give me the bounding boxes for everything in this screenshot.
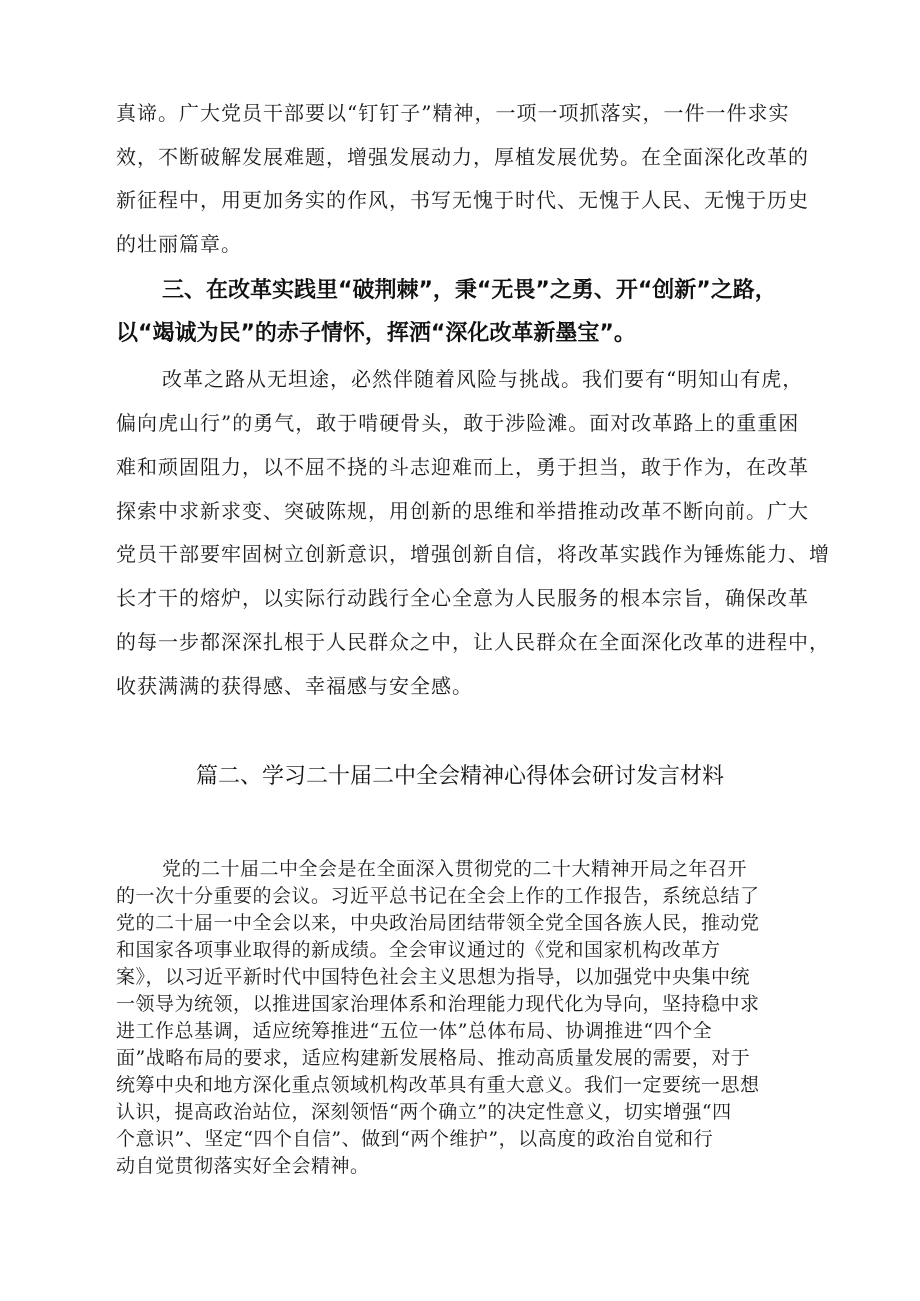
text-line: 面”战略布局的要求，适应构建新发展格局、推动高质量发展的需要，对于: [116, 1047, 751, 1069]
article-title: 篇二、学习二十届二中全会精神心得体会研讨发言材料: [195, 764, 724, 789]
text-line: 效，不断破解发展难题，增强发展动力，厚植发展优势。在全面深化改革的: [116, 145, 809, 169]
text-line: 案》，以习近平新时代中国特色社会主义思想为指导，以加强党中央集中统: [116, 966, 751, 988]
text-line: 和国家各项事业取得的新成绩。全会审议通过的《党和国家机构改革方: [116, 939, 721, 961]
text-line: 探索中求新求变、突破陈规，用创新的思维和举措推动改革不断向前。广大: [116, 499, 809, 523]
text-line: 党的二十届二中全会是在全面深入贯彻党的二十大精神开局之年召开: [162, 858, 748, 880]
text-line: 党的二十届一中全会以来，中央政治局团结带领全党全国各族人民，推动党: [116, 912, 760, 934]
text-line: 的壮丽篇章。: [116, 232, 242, 256]
text-line: 党员干部要牢固树立创新意识，增强创新自信，将改革实践作为锤炼能力、增: [116, 542, 830, 566]
text-line: 真谛。广大党员干部要以“钉钉子”精神，一项一项抓落实，一件一件求实: [116, 101, 790, 125]
text-line: 认识，提高政治站位，深刻领悟“两个确立”的决定性意义，切实增强“四: [116, 1101, 732, 1123]
heading-line: 以“竭诚为民”的赤子情怀，挥洒“深化改革新墨宝”。: [116, 321, 636, 346]
heading-line: 三、在改革实践里“破荆棘”，秉“无畏”之勇、开“创新”之路，: [162, 278, 777, 303]
text-line: 收获满满的获得感、幸福感与安全感。: [116, 674, 473, 698]
text-line: 的每一步都深深扎根于人民群众之中，让人民群众在全面深化改革的进程中，: [116, 630, 830, 654]
text-line: 进工作总基调，适应统筹推进“五位一体”总体布局、协调推进“四个全: [116, 1020, 713, 1042]
text-line: 动自觉贯彻落实好全会精神。: [116, 1155, 370, 1177]
text-line: 一领导为统领，以推进国家治理体系和治理能力现代化为导向，坚持稳中求: [116, 993, 760, 1015]
text-line: 长才干的熔炉，以实际行动践行全心全意为人民服务的根本宗旨，确保改革: [116, 586, 809, 610]
text-line: 新征程中，用更加务实的作风，书写无愧于时代、无愧于人民、无愧于历史: [116, 188, 809, 212]
text-line: 改革之路从无坦途，必然伴随着风险与挑战。我们要有“明知山有虎，: [162, 367, 804, 391]
text-line: 个意识”、坚定“四个自信”、做到“两个维护”，以高度的政治自觉和行: [116, 1128, 714, 1150]
text-line: 偏向虎山行”的勇气，敢于啃硬骨头，敢于涉险滩。面对改革路上的重重困: [116, 411, 800, 435]
text-line: 统筹中央和地方深化重点领域机构改革具有重大意义。我们一定要统一思想: [116, 1074, 760, 1096]
text-line: 的一次十分重要的会议。习近平总书记在全会上作的工作报告，系统总结了: [116, 885, 760, 907]
text-line: 难和顽固阻力，以不屈不挠的斗志迎难而上，勇于担当，敢于作为，在改革: [116, 455, 809, 479]
